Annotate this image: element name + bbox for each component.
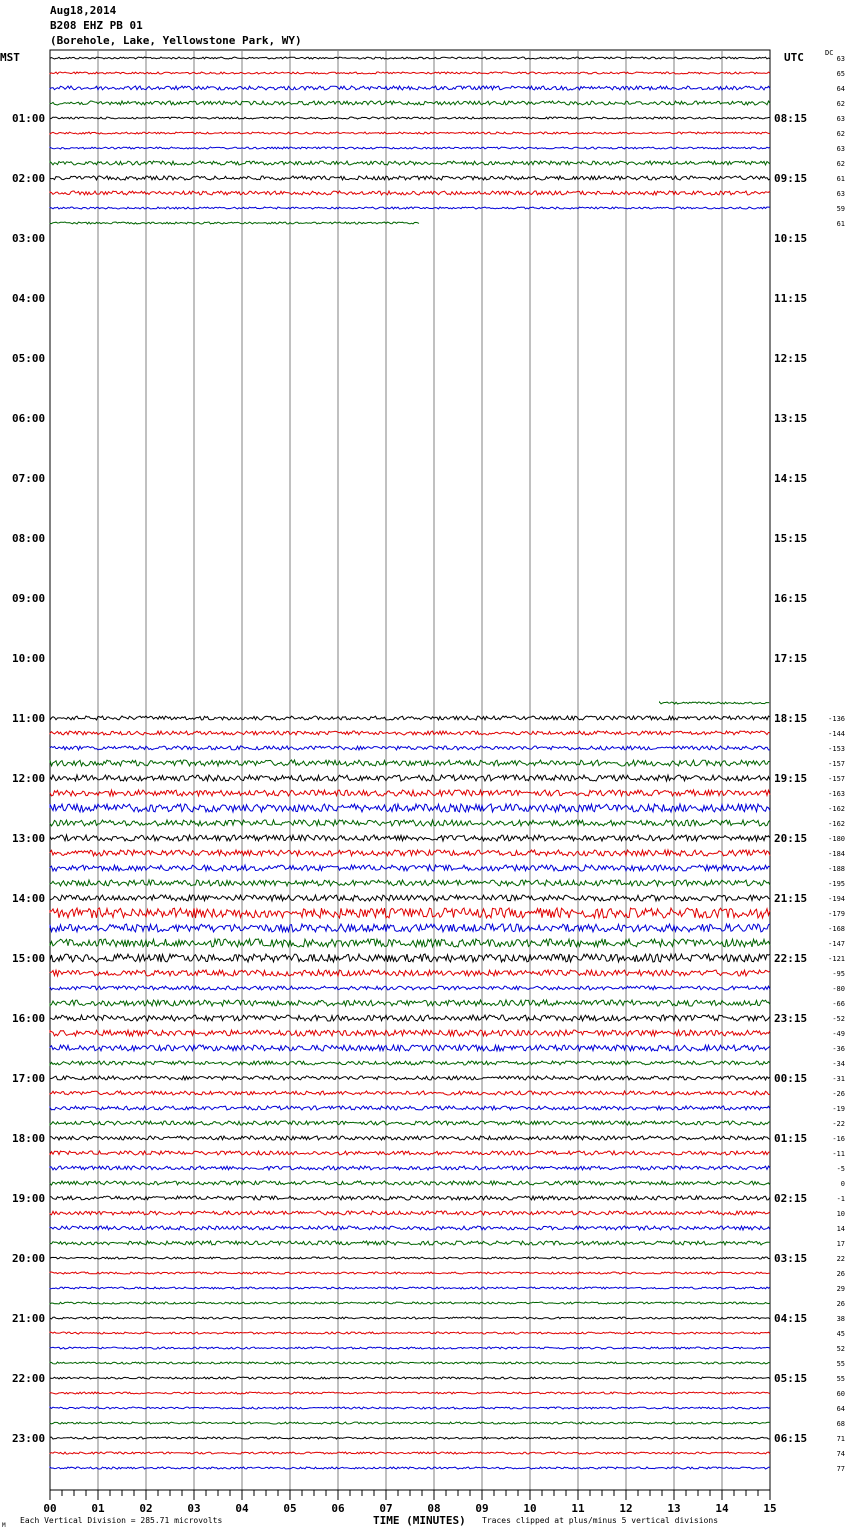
- trace-black: [50, 1136, 770, 1140]
- dc-offset-label: -34: [832, 1060, 845, 1068]
- dc-offset-label: -19: [832, 1105, 845, 1113]
- dc-offset-label: -157: [828, 760, 845, 768]
- trace-green: [50, 1362, 770, 1364]
- dc-offset-label: -66: [832, 1000, 845, 1008]
- dc-offset-label: -136: [828, 715, 845, 723]
- dc-offset-label: 74: [836, 1450, 845, 1458]
- trace-blue: [50, 1045, 770, 1051]
- dc-offset-label: -180: [828, 835, 845, 843]
- mst-hour-label: 18:00: [12, 1132, 46, 1145]
- dc-offset-label: -179: [828, 910, 845, 918]
- mst-hour-label: 19:00: [12, 1192, 46, 1205]
- dc-offset-label: 63: [836, 190, 845, 198]
- dc-offset-label: 59: [836, 205, 845, 213]
- dc-offset-label: -163: [828, 790, 845, 798]
- dc-offset-label: 61: [836, 220, 845, 228]
- dc-offset-label: 62: [836, 160, 845, 168]
- trace-green: [50, 820, 770, 826]
- dc-offset-label: 65: [836, 70, 845, 78]
- utc-hour-label: 08:15: [774, 112, 808, 125]
- trace-black: [50, 1377, 770, 1379]
- dc-offset-label: 62: [836, 130, 845, 138]
- plot-frame: [50, 50, 770, 1490]
- dc-offset-label: -157: [828, 775, 845, 783]
- trace-green: [50, 1061, 770, 1065]
- trace-red: [50, 72, 770, 74]
- dc-offset-label: -144: [828, 730, 845, 738]
- dc-offset-label: -36: [832, 1045, 845, 1053]
- trace-blue: [50, 1287, 770, 1289]
- mst-hour-label: 12:00: [12, 772, 46, 785]
- dc-offset-label: 0: [840, 1180, 845, 1188]
- x-tick-label: 12: [619, 1502, 633, 1515]
- left-axis-label: MST: [0, 51, 20, 64]
- trace-green: [50, 1302, 770, 1304]
- utc-hour-label: 04:15: [774, 1312, 808, 1325]
- utc-hour-label: 13:15: [774, 412, 808, 425]
- dc-offset-label: -16: [832, 1135, 845, 1143]
- trace-green: [50, 1181, 770, 1185]
- mst-hour-label: 14:00: [12, 892, 46, 905]
- dc-offset-label: 63: [836, 145, 845, 153]
- dc-offset-label: 55: [836, 1360, 845, 1368]
- dc-offset-label: -22: [832, 1120, 845, 1128]
- dc-offset-label: 64: [836, 85, 845, 93]
- dc-offset-label: -147: [828, 940, 845, 948]
- dc-offset-label: -162: [828, 820, 845, 828]
- x-tick-label: 01: [91, 1502, 105, 1515]
- header-station: B208 EHZ PB 01: [50, 19, 143, 32]
- trace-black: [50, 1196, 770, 1200]
- trace-black: [50, 57, 770, 59]
- dc-offset-label: -188: [828, 865, 845, 873]
- dc-offset-label: 38: [836, 1315, 845, 1323]
- utc-hour-label: 23:15: [774, 1012, 808, 1025]
- trace-black: [50, 1317, 770, 1319]
- trace-black: [50, 1257, 770, 1259]
- dc-offset-label: -26: [832, 1090, 845, 1098]
- trace-red: [50, 850, 770, 856]
- dc-offset-label: -153: [828, 745, 845, 753]
- trace-red: [50, 1272, 770, 1274]
- trace-green: [50, 1422, 770, 1424]
- x-tick-label: 14: [715, 1502, 729, 1515]
- mst-hour-label: 03:00: [12, 232, 46, 245]
- trace-red: [50, 1392, 770, 1394]
- utc-hour-label: 22:15: [774, 952, 808, 965]
- header-location: (Borehole, Lake, Yellowstone Park, WY): [50, 34, 302, 47]
- utc-hour-label: 15:15: [774, 532, 808, 545]
- footer-vertical-division: Each Vertical Division = 285.71 microvolts: [20, 1516, 223, 1525]
- trace-red: [50, 132, 770, 134]
- x-tick-label: 00: [43, 1502, 57, 1515]
- x-tick-label: 03: [187, 1502, 201, 1515]
- utc-hour-label: 20:15: [774, 832, 808, 845]
- trace-green: [50, 1241, 770, 1245]
- dc-offset-label: -162: [828, 805, 845, 813]
- corner-mark: M: [2, 1522, 6, 1529]
- trace-red: [50, 1030, 770, 1036]
- x-tick-label: 13: [667, 1502, 681, 1515]
- utc-hour-label: 09:15: [774, 172, 808, 185]
- dc-offset-label: -1: [836, 1195, 845, 1203]
- x-tick-label: 05: [283, 1502, 297, 1515]
- dc-offset-label: 63: [836, 115, 845, 123]
- mst-hour-label: 04:00: [12, 292, 46, 305]
- dc-offset-label: -121: [828, 955, 845, 963]
- mst-hour-label: 20:00: [12, 1252, 46, 1265]
- trace-green: [50, 760, 770, 766]
- right-axis-label: UTC: [784, 51, 804, 64]
- x-tick-label: 11: [571, 1502, 585, 1515]
- utc-hour-label: 21:15: [774, 892, 808, 905]
- trace-blue: [50, 207, 770, 209]
- trace-blue: [50, 1407, 770, 1409]
- x-tick-label: 06: [331, 1502, 345, 1515]
- trace-red: [50, 731, 770, 735]
- x-axis-title: TIME (MINUTES): [373, 1514, 466, 1527]
- trace-black: [50, 1015, 770, 1021]
- trace-black: [50, 176, 770, 180]
- dc-offset-label: -95: [832, 970, 845, 978]
- x-tick-label: 15: [763, 1502, 777, 1515]
- mst-hour-label: 15:00: [12, 952, 46, 965]
- x-tick-label: 07: [379, 1502, 393, 1515]
- trace-green: [50, 222, 419, 224]
- dc-offset-label: 17: [836, 1240, 845, 1248]
- mst-hour-label: 10:00: [12, 652, 46, 665]
- mst-hour-label: 11:00: [12, 712, 46, 725]
- dc-offset-label: 26: [836, 1300, 845, 1308]
- mst-hour-label: 07:00: [12, 472, 46, 485]
- mst-hour-label: 21:00: [12, 1312, 46, 1325]
- x-tick-label: 10: [523, 1502, 537, 1515]
- dc-offset-label: -5: [836, 1165, 845, 1173]
- x-tick-label: 09: [475, 1502, 489, 1515]
- dc-offset-label: 61: [836, 175, 845, 183]
- dc-offset-label: -31: [832, 1075, 845, 1083]
- dc-offset-label: 55: [836, 1375, 845, 1383]
- mst-hour-label: 23:00: [12, 1432, 46, 1445]
- trace-blue: [50, 746, 770, 750]
- mst-hour-label: 22:00: [12, 1372, 46, 1385]
- utc-hour-label: 06:15: [774, 1432, 808, 1445]
- dc-offset-label: 64: [836, 1405, 845, 1413]
- trace-blue: [50, 86, 770, 90]
- trace-black: [50, 1437, 770, 1439]
- utc-hour-label: 18:15: [774, 712, 808, 725]
- trace-black: [50, 716, 770, 720]
- dc-offset-label: 68: [836, 1420, 845, 1428]
- x-tick-label: 08: [427, 1502, 441, 1515]
- dc-offset-label: 22: [836, 1255, 845, 1263]
- mst-hour-label: 01:00: [12, 112, 46, 125]
- trace-blue: [50, 1226, 770, 1230]
- dc-offset-label: -194: [828, 895, 845, 903]
- trace-blue: [50, 147, 770, 149]
- dc-offset-label: 26: [836, 1270, 845, 1278]
- trace-blue: [50, 1106, 770, 1110]
- utc-hour-label: 00:15: [774, 1072, 808, 1085]
- trace-black: [50, 954, 770, 962]
- trace-green: [50, 1000, 770, 1006]
- dc-offset-label: 71: [836, 1435, 845, 1443]
- dc-offset-label: 29: [836, 1285, 845, 1293]
- trace-black: [50, 835, 770, 841]
- trace-red: [50, 970, 770, 976]
- utc-hour-label: 01:15: [774, 1132, 808, 1145]
- trace-blue: [50, 924, 770, 932]
- trace-green: [50, 880, 770, 886]
- utc-hour-label: 11:15: [774, 292, 808, 305]
- trace-green: [50, 161, 770, 165]
- trace-black: [50, 895, 770, 901]
- dc-offset-label: -195: [828, 880, 845, 888]
- dc-offset-label: -168: [828, 925, 845, 933]
- mst-hour-label: 09:00: [12, 592, 46, 605]
- trace-red: [50, 908, 770, 918]
- utc-hour-label: 10:15: [774, 232, 808, 245]
- trace-red: [50, 191, 770, 195]
- dc-offset-label: 60: [836, 1390, 845, 1398]
- dc-offset-label: 14: [836, 1225, 845, 1233]
- utc-hour-label: 05:15: [774, 1372, 808, 1385]
- trace-green: [50, 939, 770, 947]
- trace-green: [660, 702, 770, 704]
- mst-hour-label: 17:00: [12, 1072, 46, 1085]
- minute-gridlines: [50, 50, 770, 1500]
- trace-green: [50, 1121, 770, 1125]
- trace-black: [50, 117, 770, 119]
- x-tick-label: 04: [235, 1502, 249, 1515]
- dc-offset-label: -11: [832, 1150, 845, 1158]
- trace-black: [50, 1076, 770, 1080]
- trace-red: [50, 790, 770, 796]
- seismic-traces: [50, 57, 770, 1469]
- dc-offset-label: -184: [828, 850, 845, 858]
- dc-offset-label: -49: [832, 1030, 845, 1038]
- trace-green: [50, 101, 770, 105]
- mst-hour-label: 02:00: [12, 172, 46, 185]
- axis-labels: [12, 55, 845, 1515]
- trace-blue: [50, 1166, 770, 1170]
- dc-offset-label: 52: [836, 1345, 845, 1353]
- trace-blue: [50, 1347, 770, 1349]
- trace-red: [50, 1151, 770, 1155]
- utc-hour-label: 03:15: [774, 1252, 808, 1265]
- trace-red: [50, 1332, 770, 1334]
- dc-offset-label: -80: [832, 985, 845, 993]
- utc-hour-label: 16:15: [774, 592, 808, 605]
- utc-hour-label: 14:15: [774, 472, 808, 485]
- trace-blue: [50, 1467, 770, 1469]
- dc-offset-label: 77: [836, 1465, 845, 1473]
- dc-label: DC: [825, 49, 834, 57]
- mst-hour-label: 05:00: [12, 352, 46, 365]
- header-date: Aug18,2014: [50, 4, 117, 17]
- trace-red: [50, 1452, 770, 1454]
- dc-offset-label: 62: [836, 100, 845, 108]
- mst-hour-label: 16:00: [12, 1012, 46, 1025]
- trace-red: [50, 1211, 770, 1215]
- utc-hour-label: 19:15: [774, 772, 808, 785]
- trace-black: [50, 775, 770, 781]
- trace-red: [50, 1091, 770, 1095]
- mst-hour-label: 13:00: [12, 832, 46, 845]
- mst-hour-label: 08:00: [12, 532, 46, 545]
- utc-hour-label: 17:15: [774, 652, 808, 665]
- mst-hour-label: 06:00: [12, 412, 46, 425]
- utc-hour-label: 02:15: [774, 1192, 808, 1205]
- dc-offset-label: 45: [836, 1330, 845, 1338]
- dc-offset-label: -52: [832, 1015, 845, 1023]
- dc-offset-label: 10: [836, 1210, 845, 1218]
- x-tick-label: 02: [139, 1502, 153, 1515]
- footer-clip-note: Traces clipped at plus/minus 5 vertical divisions: [482, 1516, 719, 1525]
- dc-offset-label: 63: [836, 55, 845, 63]
- trace-blue: [50, 986, 770, 990]
- trace-blue: [50, 804, 770, 812]
- trace-blue: [50, 865, 770, 871]
- utc-hour-label: 12:15: [774, 352, 808, 365]
